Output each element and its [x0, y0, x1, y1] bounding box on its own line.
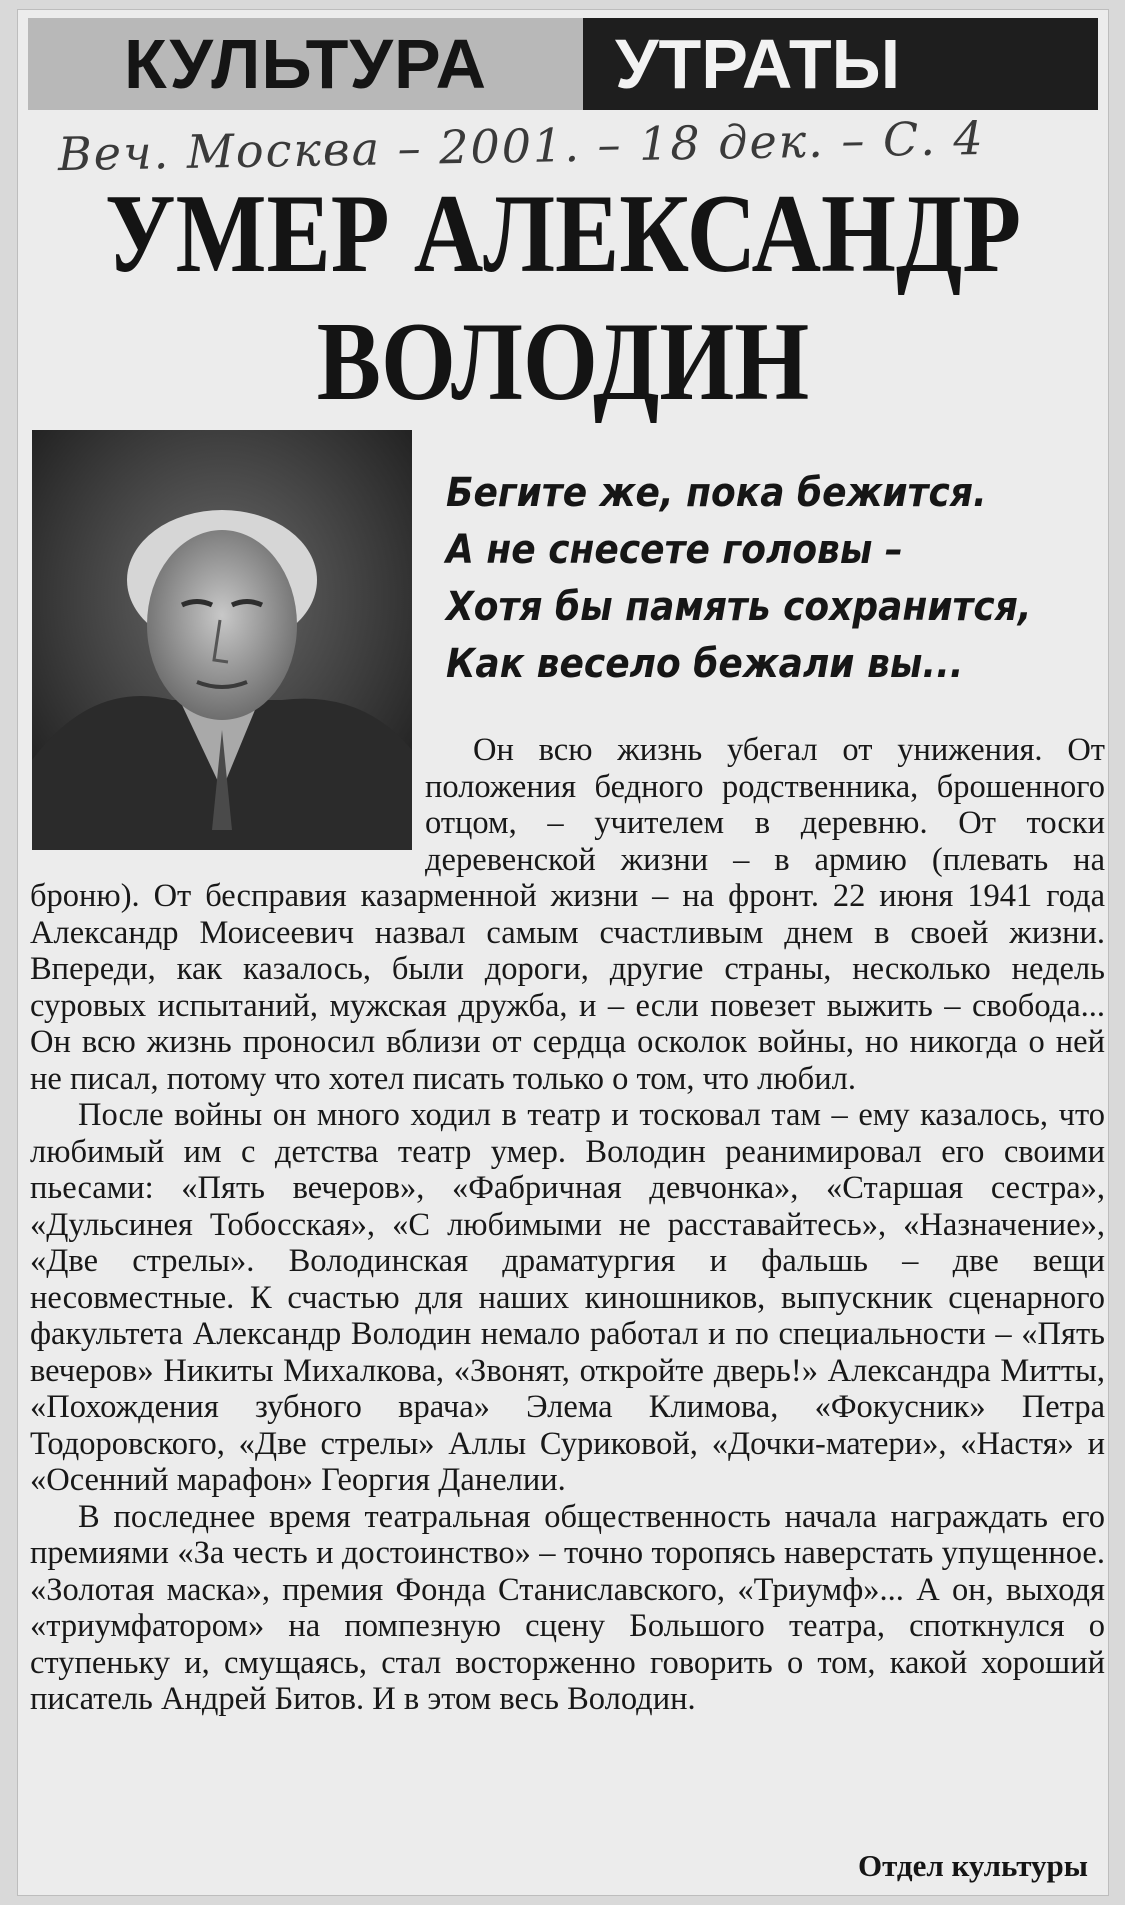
article-body [30, 732, 1105, 1718]
subsection-label: УТРАТЫ [583, 18, 1098, 110]
section-label: КУЛЬТУРА [28, 18, 583, 110]
epigraph-poem [446, 465, 1031, 693]
poem-line-3: Хотя бы память сохранится, [446, 584, 1032, 630]
poem-line-1: Бегите же, пока бежится. [446, 470, 987, 516]
rubric-bar [28, 18, 1098, 110]
newspaper-clipping [18, 10, 1108, 1895]
article-paragraph-1: Он всю жизнь убегал от унижения. От положения бедного родственника, брошенного отцом, – учителем в деревню. От тоски деревенской жизни – в армию (плевать на броню). От бесправия казарменной жизни – на фронт. 22 июня 1941 года Александр Моисеевич назвал самым счастливым днем в своей жизни. Впереди, как казалось, были дороги, другие страны, несколько недель суровых испытаний, мужская дружба, и – если повезет выжить – свобода... Он всю жизнь проносил вблизи от сердца осколок войны, но никогда о ней не писал, потому что хотел писать только о том, что любил. [30, 732, 1105, 1097]
headline-line-1: УМЕР АЛЕКСАНДР [104, 172, 1022, 296]
poem-line-4: Как весело бежали вы... [446, 641, 964, 687]
article-paragraph-2: После войны он много ходил в театр и тосковал там – ему казалось, что любимый им с детства театр умер. Володин реанимировал его своими пьесами: «Пять вечеров», «Фабричная девчонка», «Старшая сестра», «Дульсинея Тобосская», «С любимыми не расставайтесь», «Назначение», «Две стрелы». Володинская драматургия и фальшь – две вещи несовместные. К счастью для наших киношников, выпускник сценарного факультета Александр Володин немало работал и по специальности – «Пять вечеров» Никиты Михалкова, «Звонят, откройте дверь!» Александра Митты, «Похождения зубного врача» Элема Климова, «Фокусник» Петра Тодоровского, «Две стрелы» Аллы Суриковой, «Дочки-матери», «Настя» и «Осенний марафон» Георгия Данелии. [30, 1097, 1105, 1498]
article-paragraph-3: В последнее время театральная общественность начала награждать его премиями «За честь и достоинство» – точно торопясь наверстать упущенное. «Золотая маска», премия Фонда Станиславского, «Триумф»... А он, выходя «триумфатором» на помпезную сцену Большого театра, споткнулся о ступеньку и, смущаясь, стал восторженно говорить о том, какой хороший писатель Андрей Битов. И в этом весь Володин. [30, 1498, 1105, 1717]
article-signature: Отдел культуры [857, 1848, 1088, 1883]
headline [94, 170, 1031, 426]
headline-line-2: ВОЛОДИН [316, 300, 810, 424]
handwritten-source-note: Веч. Москва – 2001. – 18 дек. – С. 4 [57, 110, 986, 182]
poem-line-2: А не снесете головы – [446, 527, 903, 573]
